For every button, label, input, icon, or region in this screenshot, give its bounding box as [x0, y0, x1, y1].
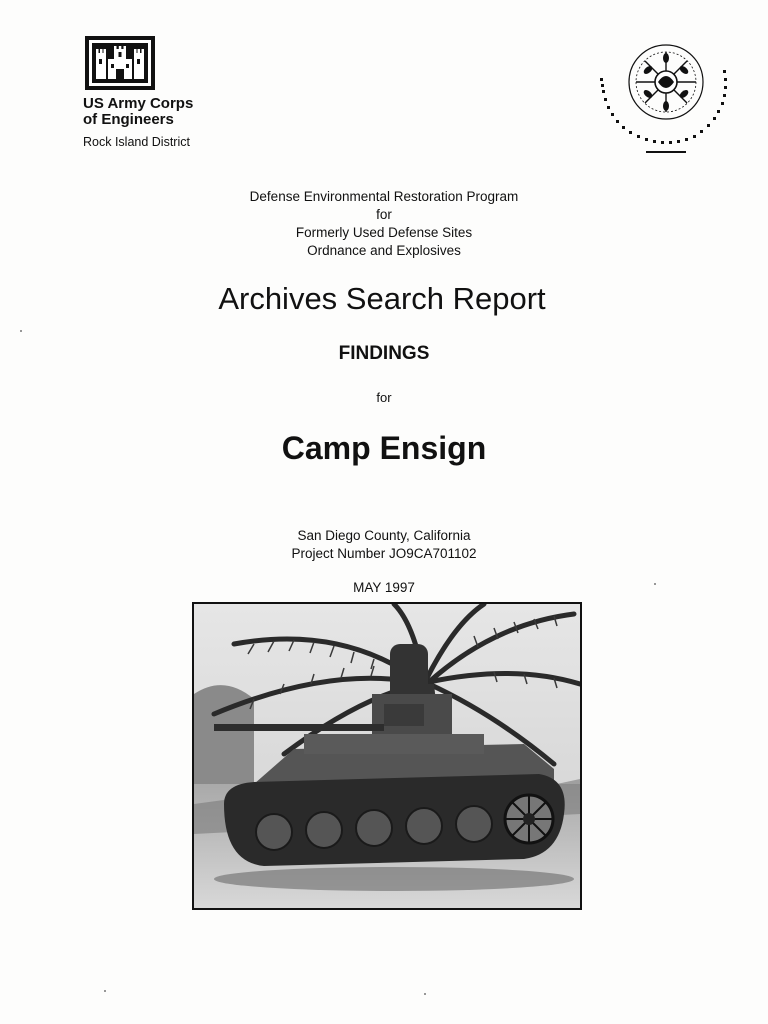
program-block	[0, 188, 768, 260]
site-name: Camp Ensign	[281, 430, 487, 466]
report-subtitle: FINDINGS	[338, 343, 430, 364]
tank-photo	[192, 602, 582, 910]
scan-speck	[104, 990, 106, 992]
agency-name-line1: US Army Corps	[83, 95, 194, 112]
district-name: Rock Island District	[83, 135, 190, 149]
program-line4: Ordnance and Explosives	[307, 243, 461, 258]
location-block	[0, 527, 768, 563]
report-date: MAY 1997	[353, 580, 415, 595]
agency-name-line2: of Engineers	[83, 111, 174, 128]
scan-speck	[654, 583, 656, 585]
agency-name	[83, 96, 193, 128]
county-line: San Diego County, California	[297, 528, 471, 543]
report-title: Archives Search Report	[218, 281, 546, 316]
program-line2: for	[376, 207, 392, 222]
castle-logo-icon	[84, 35, 156, 91]
scan-speck	[424, 993, 426, 995]
program-line3: Formerly Used Defense Sites	[295, 225, 473, 240]
scan-speck	[20, 330, 22, 332]
ammunition-center-seal-icon	[596, 30, 736, 170]
for-text: for	[376, 390, 392, 405]
program-line1: Defense Environmental Restoration Program	[249, 189, 519, 204]
project-number: Project Number JO9CA701102	[291, 546, 477, 561]
